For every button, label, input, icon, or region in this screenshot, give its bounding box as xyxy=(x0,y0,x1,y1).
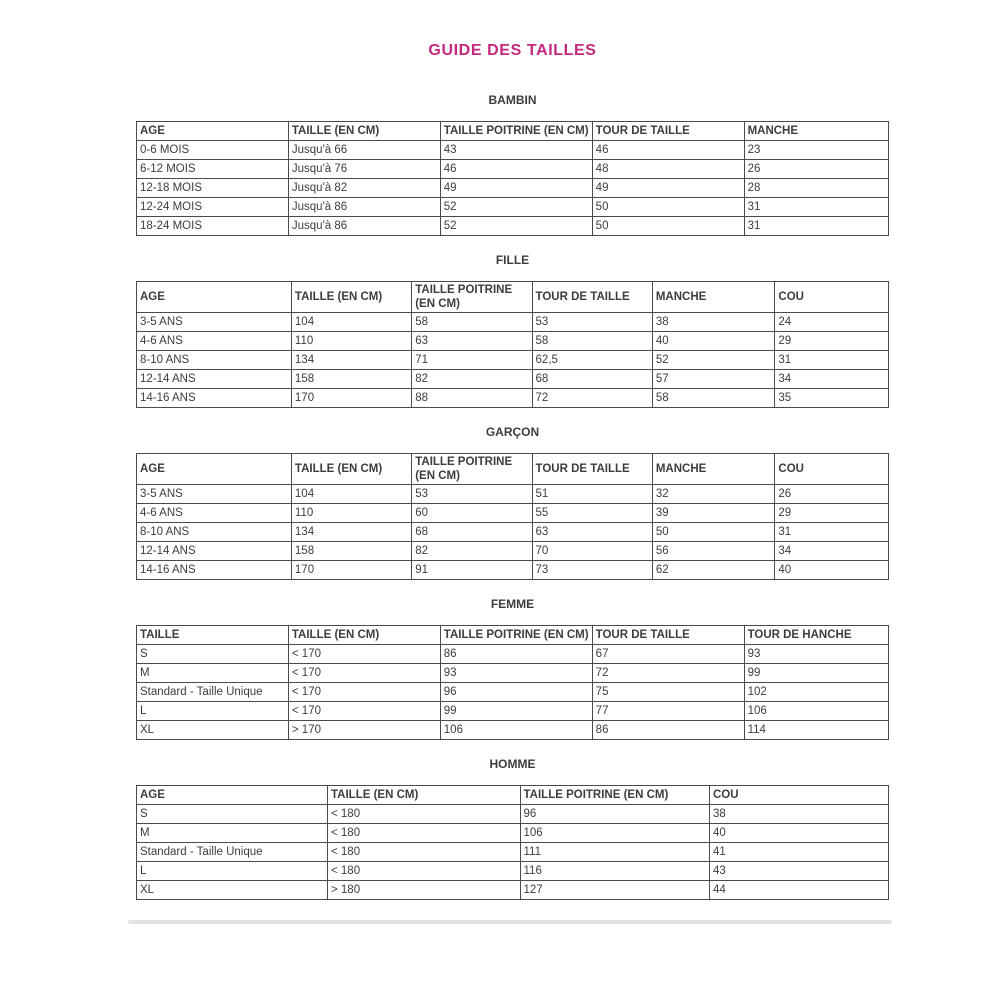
table-cell: 110 xyxy=(291,332,411,351)
table-row xyxy=(137,504,889,523)
table-cell: 62,5 xyxy=(532,351,652,370)
table-cell: 46 xyxy=(592,141,744,160)
table-cell: 111 xyxy=(520,843,710,862)
header-row xyxy=(137,626,889,645)
column-header: TAILLE POITRINE (EN CM) xyxy=(412,454,532,485)
table-row xyxy=(137,217,889,236)
table-cell: 170 xyxy=(291,561,411,580)
table-row xyxy=(137,542,889,561)
table-row xyxy=(137,843,889,862)
table-row xyxy=(137,721,889,740)
table-cell: 86 xyxy=(440,645,592,664)
table-cell: 110 xyxy=(291,504,411,523)
section-heading-garcon: GARÇON xyxy=(485,425,540,439)
table-cell: 50 xyxy=(592,217,744,236)
table-cell: 116 xyxy=(520,862,710,881)
column-header: AGE xyxy=(137,786,328,805)
table-cell: 58 xyxy=(412,313,532,332)
table-cell: 82 xyxy=(412,542,532,561)
table-cell: 106 xyxy=(744,702,888,721)
table-cell: 114 xyxy=(744,721,888,740)
table-cell: 63 xyxy=(412,332,532,351)
table-row xyxy=(137,389,889,408)
table-cell: 73 xyxy=(532,561,652,580)
table-row xyxy=(137,645,889,664)
table-cell: 102 xyxy=(744,683,888,702)
table-cell: 62 xyxy=(652,561,775,580)
table-cell: < 180 xyxy=(328,862,521,881)
table-cell: Jusqu'à 86 xyxy=(288,198,440,217)
table-row xyxy=(137,523,889,542)
table-row xyxy=(137,351,889,370)
table-cell: Jusqu'à 66 xyxy=(288,141,440,160)
table-cell: 71 xyxy=(412,351,532,370)
table-row xyxy=(137,702,889,721)
table-row xyxy=(137,179,889,198)
table-cell: 58 xyxy=(532,332,652,351)
table-cell: 86 xyxy=(592,721,744,740)
table-cell: 29 xyxy=(775,332,889,351)
table-cell: 14-16 ANS xyxy=(137,561,292,580)
table-cell: 158 xyxy=(291,370,411,389)
table-row xyxy=(137,824,889,843)
table-row xyxy=(137,160,889,179)
table-cell: 58 xyxy=(652,389,775,408)
table-cell: < 170 xyxy=(288,645,440,664)
column-header: MANCHE xyxy=(652,282,775,313)
table-cell: M xyxy=(137,824,328,843)
table-cell: 91 xyxy=(412,561,532,580)
table-cell: < 170 xyxy=(288,664,440,683)
table-cell: 8-10 ANS xyxy=(137,523,292,542)
table-cell: 29 xyxy=(775,504,889,523)
header-row xyxy=(137,282,889,313)
size-tables xyxy=(136,93,889,900)
table-cell: 3-5 ANS xyxy=(137,485,292,504)
table-cell: 104 xyxy=(291,485,411,504)
table-row xyxy=(137,683,889,702)
table-row xyxy=(137,664,889,683)
table-cell: < 170 xyxy=(288,702,440,721)
table-cell: 18-24 MOIS xyxy=(137,217,289,236)
table-cell: 96 xyxy=(440,683,592,702)
header-row xyxy=(137,786,889,805)
section-heading-bambin: BAMBIN xyxy=(488,93,537,107)
table-cell: 38 xyxy=(710,805,889,824)
table-row xyxy=(137,561,889,580)
table-cell: Jusqu'à 82 xyxy=(288,179,440,198)
column-header: TAILLE POITRINE (EN CM) xyxy=(412,282,532,313)
size-table-fille xyxy=(136,281,889,408)
page-title: GUIDE DES TAILLES xyxy=(428,42,597,59)
table-cell: 52 xyxy=(440,217,592,236)
size-table-garcon xyxy=(136,453,889,580)
table-cell: 75 xyxy=(592,683,744,702)
table-cell: 68 xyxy=(532,370,652,389)
column-header: COU xyxy=(775,454,889,485)
column-header: AGE xyxy=(137,282,292,313)
table-cell: > 180 xyxy=(328,881,521,900)
table-cell: XL xyxy=(137,721,289,740)
table-cell: 34 xyxy=(775,370,889,389)
section-heading-femme: FEMME xyxy=(490,597,535,611)
table-cell: 70 xyxy=(532,542,652,561)
table-cell: 55 xyxy=(532,504,652,523)
column-header: TAILLE (EN CM) xyxy=(288,122,440,141)
table-cell: < 170 xyxy=(288,683,440,702)
table-cell: 57 xyxy=(652,370,775,389)
table-cell: 44 xyxy=(710,881,889,900)
column-header: MANCHE xyxy=(744,122,888,141)
table-cell: 41 xyxy=(710,843,889,862)
section-heading-homme: HOMME xyxy=(489,757,536,771)
table-cell: 72 xyxy=(532,389,652,408)
table-cell: 56 xyxy=(652,542,775,561)
table-cell: 43 xyxy=(440,141,592,160)
table-cell: 106 xyxy=(440,721,592,740)
table-cell: 12-14 ANS xyxy=(137,370,292,389)
table-cell: 12-14 ANS xyxy=(137,542,292,561)
table-cell: 52 xyxy=(652,351,775,370)
table-cell: > 170 xyxy=(288,721,440,740)
table-cell: 158 xyxy=(291,542,411,561)
table-cell: 88 xyxy=(412,389,532,408)
table-cell: 14-16 ANS xyxy=(137,389,292,408)
table-cell: 48 xyxy=(592,160,744,179)
table-cell: 24 xyxy=(775,313,889,332)
column-header: TAILLE POITRINE (EN CM) xyxy=(440,626,592,645)
table-cell: 26 xyxy=(744,160,888,179)
column-header: COU xyxy=(710,786,889,805)
size-table-femme xyxy=(136,625,889,740)
column-header: MANCHE xyxy=(652,454,775,485)
table-cell: 99 xyxy=(744,664,888,683)
table-cell: < 180 xyxy=(328,824,521,843)
table-cell: 53 xyxy=(412,485,532,504)
column-header: TOUR DE TAILLE xyxy=(532,282,652,313)
table-cell: 49 xyxy=(440,179,592,198)
table-cell: 134 xyxy=(291,351,411,370)
table-cell: 12-18 MOIS xyxy=(137,179,289,198)
table-cell: 67 xyxy=(592,645,744,664)
column-header: TOUR DE HANCHE xyxy=(744,626,888,645)
table-row xyxy=(137,141,889,160)
column-header: AGE xyxy=(137,454,292,485)
table-cell: Standard - Taille Unique xyxy=(137,683,289,702)
table-cell: 52 xyxy=(440,198,592,217)
table-cell: 32 xyxy=(652,485,775,504)
table-cell: XL xyxy=(137,881,328,900)
bottom-divider xyxy=(128,920,892,924)
table-cell: 63 xyxy=(532,523,652,542)
table-cell: 53 xyxy=(532,313,652,332)
table-cell: 106 xyxy=(520,824,710,843)
table-cell: 99 xyxy=(440,702,592,721)
column-header: TOUR DE TAILLE xyxy=(592,626,744,645)
table-cell: L xyxy=(137,862,328,881)
table-cell: 31 xyxy=(744,198,888,217)
table-cell: 40 xyxy=(652,332,775,351)
table-row xyxy=(137,313,889,332)
table-cell: 12-24 MOIS xyxy=(137,198,289,217)
table-cell: 4-6 ANS xyxy=(137,332,292,351)
table-cell: 104 xyxy=(291,313,411,332)
table-row xyxy=(137,332,889,351)
table-cell: 170 xyxy=(291,389,411,408)
column-header: AGE xyxy=(137,122,289,141)
table-cell: 8-10 ANS xyxy=(137,351,292,370)
table-row xyxy=(137,198,889,217)
table-cell: M xyxy=(137,664,289,683)
table-cell: 39 xyxy=(652,504,775,523)
table-cell: 0-6 MOIS xyxy=(137,141,289,160)
table-cell: 50 xyxy=(592,198,744,217)
table-row xyxy=(137,370,889,389)
table-cell: 82 xyxy=(412,370,532,389)
table-cell: 40 xyxy=(710,824,889,843)
table-cell: 23 xyxy=(744,141,888,160)
table-cell: L xyxy=(137,702,289,721)
column-header: TAILLE POITRINE (EN CM) xyxy=(440,122,592,141)
table-cell: 60 xyxy=(412,504,532,523)
section-heading-fille: FILLE xyxy=(495,253,530,267)
table-cell: 43 xyxy=(710,862,889,881)
column-header: TOUR DE TAILLE xyxy=(532,454,652,485)
column-header: TAILLE (EN CM) xyxy=(291,454,411,485)
size-table-homme xyxy=(136,785,889,900)
table-cell: 34 xyxy=(775,542,889,561)
table-cell: 40 xyxy=(775,561,889,580)
table-cell: 93 xyxy=(744,645,888,664)
table-cell: 51 xyxy=(532,485,652,504)
table-cell: Jusqu'à 86 xyxy=(288,217,440,236)
table-cell: 38 xyxy=(652,313,775,332)
table-cell: 77 xyxy=(592,702,744,721)
table-cell: 31 xyxy=(775,351,889,370)
table-cell: 68 xyxy=(412,523,532,542)
column-header: TAILLE (EN CM) xyxy=(288,626,440,645)
table-cell: 31 xyxy=(775,523,889,542)
table-cell: 49 xyxy=(592,179,744,198)
column-header: TAILLE POITRINE (EN CM) xyxy=(520,786,710,805)
table-cell: < 180 xyxy=(328,805,521,824)
table-cell: 31 xyxy=(744,217,888,236)
table-cell: 72 xyxy=(592,664,744,683)
table-cell: 35 xyxy=(775,389,889,408)
table-cell: 6-12 MOIS xyxy=(137,160,289,179)
header-row xyxy=(137,454,889,485)
table-cell: 127 xyxy=(520,881,710,900)
table-row xyxy=(137,485,889,504)
table-cell: 46 xyxy=(440,160,592,179)
table-cell: < 180 xyxy=(328,843,521,862)
table-cell: 4-6 ANS xyxy=(137,504,292,523)
table-cell: 3-5 ANS xyxy=(137,313,292,332)
table-cell: Jusqu'à 76 xyxy=(288,160,440,179)
table-cell: 96 xyxy=(520,805,710,824)
column-header: TOUR DE TAILLE xyxy=(592,122,744,141)
table-cell: 28 xyxy=(744,179,888,198)
table-cell: S xyxy=(137,805,328,824)
table-cell: 26 xyxy=(775,485,889,504)
table-cell: Standard - Taille Unique xyxy=(137,843,328,862)
size-table-bambin xyxy=(136,121,889,236)
column-header: COU xyxy=(775,282,889,313)
header-row xyxy=(137,122,889,141)
table-row xyxy=(137,862,889,881)
column-header: TAILLE (EN CM) xyxy=(328,786,521,805)
column-header: TAILLE (EN CM) xyxy=(291,282,411,313)
table-cell: 50 xyxy=(652,523,775,542)
column-header: TAILLE xyxy=(137,626,289,645)
size-guide-page xyxy=(136,0,889,924)
table-cell: 93 xyxy=(440,664,592,683)
table-cell: S xyxy=(137,645,289,664)
table-row xyxy=(137,881,889,900)
table-row xyxy=(137,805,889,824)
table-cell: 134 xyxy=(291,523,411,542)
